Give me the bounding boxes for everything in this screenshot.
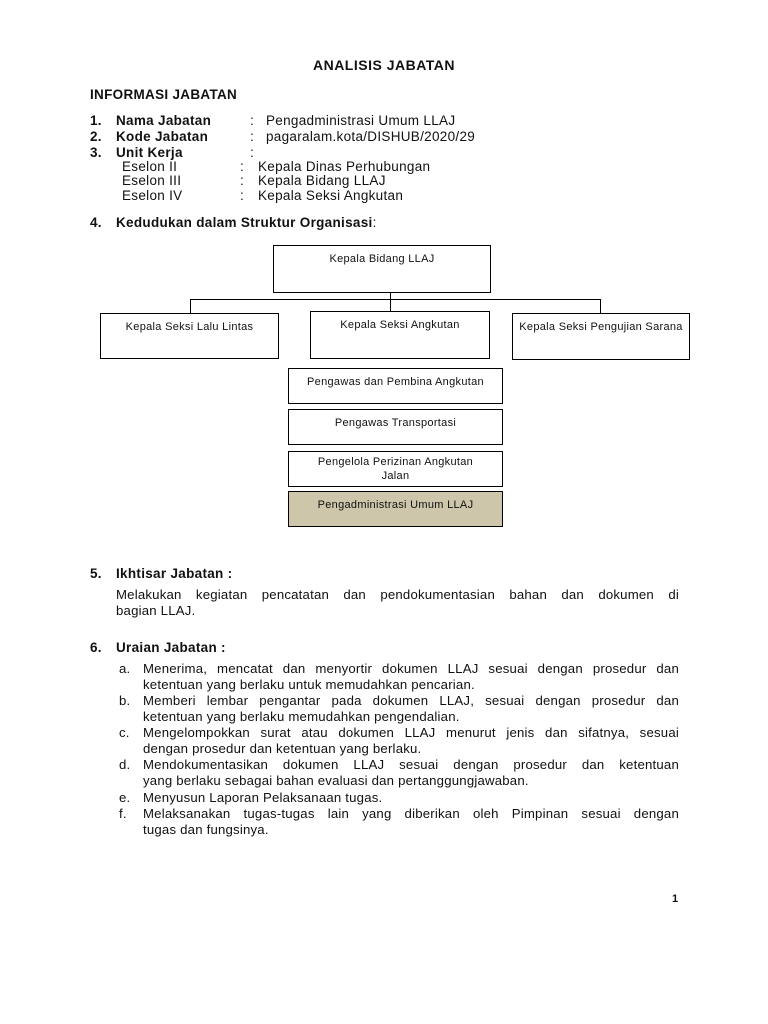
section-5-text-line-2: bagian LLAJ. (116, 603, 196, 618)
eselon-label: Eselon II (122, 159, 178, 174)
eselon-value: Kepala Dinas Perhubungan (258, 159, 431, 174)
org-box-seksi-angkutan: Kepala Seksi Angkutan (310, 311, 490, 359)
field-value: Pengadministrasi Umum LLAJ (266, 113, 456, 128)
page-title: ANALISIS JABATAN (312, 57, 456, 73)
org-box-pengawas-pembina-angkutan: Pengawas dan Pembina Angkutan (288, 368, 503, 404)
list-item-letter: b. (119, 693, 131, 708)
list-item-line-1: Menerima, mencatat dan menyortir dokumen LLAJ sesuai dengan prosedur dan (143, 661, 679, 676)
eselon-label: Eselon IV (122, 188, 183, 203)
list-item-line-1: Mendokumentasikan dokumen LLAJ sesuai dengan prosedur dan ketentuan (143, 757, 679, 772)
list-item-line-2: ketentuan yang berlaku untuk memudahkan pencarian. (143, 677, 475, 692)
list-item-letter: c. (119, 725, 130, 740)
section-4-colon: : (372, 215, 377, 230)
list-item-line-1: Menyusun Laporan Pelaksanaan tugas. (143, 790, 383, 805)
list-item-line-1: Mengelompokkan surat atau dokumen LLAJ menurut jenis dan sifatnya, sesuai (143, 725, 679, 740)
field-label: Nama Jabatan (116, 113, 212, 128)
page-number: 1 (672, 893, 679, 905)
field-number: 3. (90, 145, 102, 160)
field-separator: : (250, 113, 255, 128)
eselon-label: Eselon III (122, 173, 182, 188)
field-number: 2. (90, 129, 102, 144)
list-item-line-2: tugas dan fungsinya. (143, 822, 269, 837)
field-label: Kode Jabatan (116, 129, 209, 144)
org-box-pengadministrasi-umum: Pengadministrasi Umum LLAJ (288, 491, 503, 527)
list-item-line-2: dengan prosedur dan ketentuan yang berlaku. (143, 741, 422, 756)
section-4-heading (116, 215, 377, 230)
org-box-pengawas-transportasi: Pengawas Transportasi (288, 409, 503, 445)
list-item-line-1: Melaksanakan tugas-tugas lain yang diberikan oleh Pimpinan sesuai dengan (143, 806, 679, 821)
org-box-seksi-pengujian-sarana: Kepala Seksi Pengujian Sarana (512, 313, 690, 360)
section-6-title: Uraian Jabatan : (116, 640, 226, 655)
eselon-separator: : (240, 188, 245, 203)
section-4-title: Kedudukan dalam Struktur Organisasi (116, 215, 373, 230)
org-box-kepala-bidang: Kepala Bidang LLAJ (273, 245, 491, 293)
eselon-value: Kepala Seksi Angkutan (258, 188, 404, 203)
field-separator: : (250, 145, 255, 160)
field-value: pagaralam.kota/DISHUB/2020/29 (266, 129, 476, 144)
section-5-title: Ikhtisar Jabatan : (116, 566, 233, 581)
section-info-heading: INFORMASI JABATAN (90, 87, 238, 102)
eselon-separator: : (240, 159, 245, 174)
section-6-number: 6. (90, 640, 102, 655)
section-5-number: 5. (90, 566, 102, 581)
org-connector-right (600, 299, 601, 313)
section-5-text-line-1: Melakukan kegiatan pencatatan dan pendokumentasian bahan dan dokumen di (116, 587, 679, 602)
list-item-line-1: Memberi lembar pengantar pada dokumen LLAJ, sesuai dengan prosedur dan (143, 693, 679, 708)
section-4-number: 4. (90, 215, 102, 230)
org-box-seksi-lalu-lintas: Kepala Seksi Lalu Lintas (100, 313, 279, 359)
eselon-separator: : (240, 173, 245, 188)
org-connector-horizontal (190, 299, 600, 300)
field-separator: : (250, 129, 255, 144)
list-item-letter: f. (119, 806, 127, 821)
field-number: 1. (90, 113, 102, 128)
field-label: Unit Kerja (116, 145, 183, 160)
list-item-line-2: yang berlaku sebagai bahan evaluasi dan pertanggungjawaban. (143, 773, 529, 788)
list-item-letter: d. (119, 757, 131, 772)
list-item-line-2: ketentuan yang berlaku memudahkan pengendalian. (143, 709, 460, 724)
org-box-pengelola-perizinan: Pengelola Perizinan Angkutan Jalan (288, 451, 503, 487)
org-connector-left (190, 299, 191, 313)
eselon-value: Kepala Bidang LLAJ (258, 173, 386, 188)
list-item-letter: a. (119, 661, 131, 676)
list-item-letter: e. (119, 790, 131, 805)
